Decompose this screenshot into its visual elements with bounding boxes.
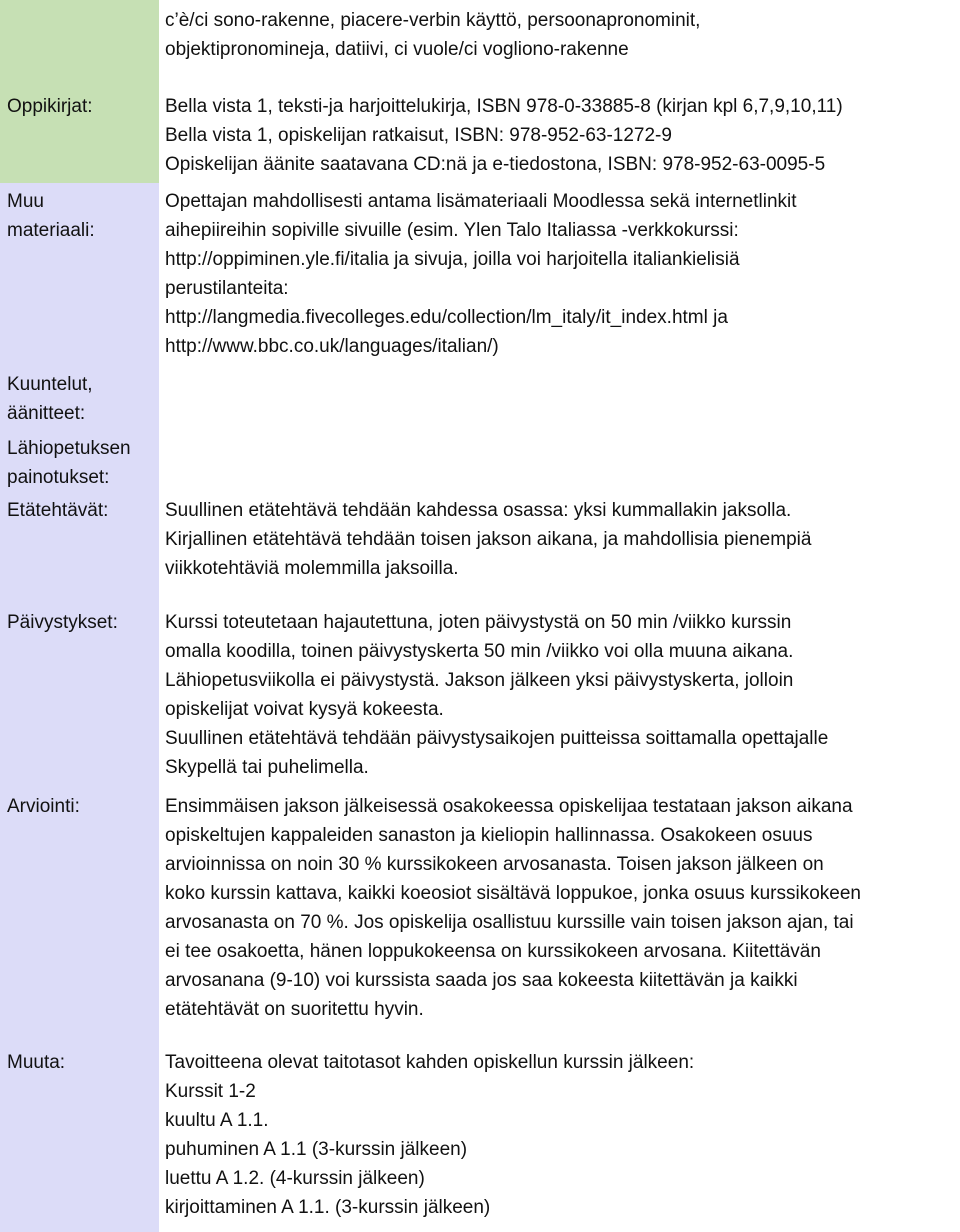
kuuntelut-label (0, 366, 159, 430)
muu-materiaali-label-line: materiaali: (7, 220, 95, 241)
oppikirjat-label: Oppikirjat: (0, 88, 159, 183)
row-oppikirjat (0, 88, 960, 183)
muu-materiaali-link: http://www.bbc.co.uk/languages/italian/) (165, 336, 499, 357)
row-paivystykset (0, 604, 960, 788)
etatehtavat-line: Kirjallinen etätehtävä tehdään toisen jakson aikana, ja mahdollisia pienempiä (165, 529, 812, 550)
arviointi-line: arvosanana (9-10) voi kurssista saada jos saa kokeesta kiitettävän ja kaikki (165, 970, 798, 991)
lahiopetus-content (165, 430, 960, 492)
kuuntelut-content (165, 366, 960, 430)
arviointi-line: ei tee osakoetta, hänen loppukokeensa on kurssikokeen arvosana. Kiitettävän (165, 941, 821, 962)
muu-materiaali-line: aihepiireihin sopiville sivuille (esim. Ylen Talo Italiassa -verkkokurssi: (165, 220, 739, 241)
etatehtavat-line: Suullinen etätehtävä tehdään kahdessa osassa: yksi kummallakin jaksolla. (165, 500, 792, 521)
paivystykset-line: Skypellä tai puhelimella. (165, 757, 369, 778)
muuta-line: kirjoittaminen A 1.1. (3-kurssin jälkeen) (165, 1197, 491, 1218)
paivystykset-label: Päivystykset: (0, 604, 159, 788)
muu-materiaali-content (165, 183, 960, 366)
topics-line: objektipronomineja, datiivi, ci vuole/ci vogliono-rakenne (165, 39, 629, 60)
paivystykset-line: opiskelijat voivat kysyä kokeesta. (165, 699, 444, 720)
oppikirjat-line: Opiskelijan äänite saatavana CD:nä ja e-tiedostona, ISBN: 978-952-63-0095-5 (165, 154, 826, 175)
row-topics-content (165, 0, 960, 88)
paivystykset-line: omalla koodilla, toinen päivystyskerta 50 min /viikko voi olla muuna aikana. (165, 641, 794, 662)
row-muuta (0, 1043, 960, 1232)
row-etatehtavat (0, 492, 960, 604)
arviointi-line: koko kurssin kattava, kaikki koeosiot sisältävä loppukoe, jonka osuus kurssikokeen (165, 883, 861, 904)
paivystykset-line: Lähiopetusviikolla ei päivystystä. Jakson jälkeen yksi päivystyskerta, jolloin (165, 670, 794, 691)
muu-materiaali-line: Opettajan mahdollisesti antama lisämateriaali Moodlessa sekä internetlinkit (165, 191, 797, 212)
row-topics (0, 0, 960, 88)
etatehtavat-line: viikkotehtäviä molemmilla jaksoilla. (165, 558, 459, 579)
topics-line: c’è/ci sono-rakenne, piacere-verbin käyttö, persoonapronominit, (165, 10, 701, 31)
muuta-line: kuultu A 1.1. (165, 1110, 269, 1131)
muuta-line: Tavoitteena olevat taitotasot kahden opiskellun kurssin jälkeen: (165, 1052, 695, 1073)
arviointi-line: arvioinnissa on noin 30 % kurssikokeen arvosanasta. Toisen jakson jälkeen on (165, 854, 824, 875)
paivystykset-content (165, 604, 960, 788)
muu-materiaali-label-line: Muu (7, 191, 44, 212)
muu-materiaali-label (0, 183, 159, 366)
arviointi-line: arvosanasta on 70 %. Jos opiskelija osallistuu kurssille vain toisen jakson ajan, tai (165, 912, 854, 933)
oppikirjat-line: Bella vista 1, teksti-ja harjoittelukirja, ISBN 978-0-33885-8 (kirjan kpl 6,7,9,10,11) (165, 96, 843, 117)
lahiopetus-label (0, 430, 159, 492)
paivystykset-line: Suullinen etätehtävä tehdään päivystysaikojen puitteissa soittamalla opettajalle (165, 728, 829, 749)
paivystykset-line: Kurssi toteutetaan hajautettuna, joten päivystystä on 50 min /viikko kurssin (165, 612, 792, 633)
lahiopetus-label-line: Lähiopetuksen (7, 438, 131, 459)
lahiopetus-label-line: painotukset: (7, 467, 110, 488)
muuta-content (165, 1043, 960, 1232)
muu-materiaali-link: http://langmedia.fivecolleges.edu/collection/lm_italy/it_index.html ja (165, 307, 728, 328)
muu-materiaali-line: perustilanteita: (165, 278, 289, 299)
row-topics-label-cell (0, 0, 159, 88)
arviointi-line: opiskeltujen kappaleiden sanaston ja kieliopin hallinnassa. Osakokeen osuus (165, 825, 813, 846)
arviointi-label: Arviointi: (0, 788, 159, 1043)
kuuntelut-label-line: äänitteet: (7, 403, 86, 424)
etatehtavat-content (165, 492, 960, 604)
muuta-line: Kurssit 1-2 (165, 1081, 256, 1102)
oppikirjat-line: Bella vista 1, opiskelijan ratkaisut, ISBN: 978-952-63-1272-9 (165, 125, 672, 146)
row-lahiopetus (0, 430, 960, 492)
row-kuuntelut (0, 366, 960, 430)
muuta-line: luettu A 1.2. (4-kurssin jälkeen) (165, 1168, 425, 1189)
muu-materiaali-link: http://oppiminen.yle.fi/italia ja sivuja, joilla voi harjoitella italiankielisiä (165, 249, 740, 270)
arviointi-content (165, 788, 960, 1043)
muuta-label: Muuta: (0, 1043, 159, 1232)
arviointi-line: etätehtävät on suoritettu hyvin. (165, 999, 424, 1020)
oppikirjat-content (165, 88, 960, 183)
etatehtavat-label: Etätehtävät: (0, 492, 159, 604)
arviointi-line: Ensimmäisen jakson jälkeisessä osakokeessa opiskelijaa testataan jakson aikana (165, 796, 853, 817)
muuta-line: puhuminen A 1.1 (3-kurssin jälkeen) (165, 1139, 468, 1160)
row-arviointi (0, 788, 960, 1043)
kuuntelut-label-line: Kuuntelut, (7, 374, 93, 395)
row-muu-materiaali (0, 183, 960, 366)
